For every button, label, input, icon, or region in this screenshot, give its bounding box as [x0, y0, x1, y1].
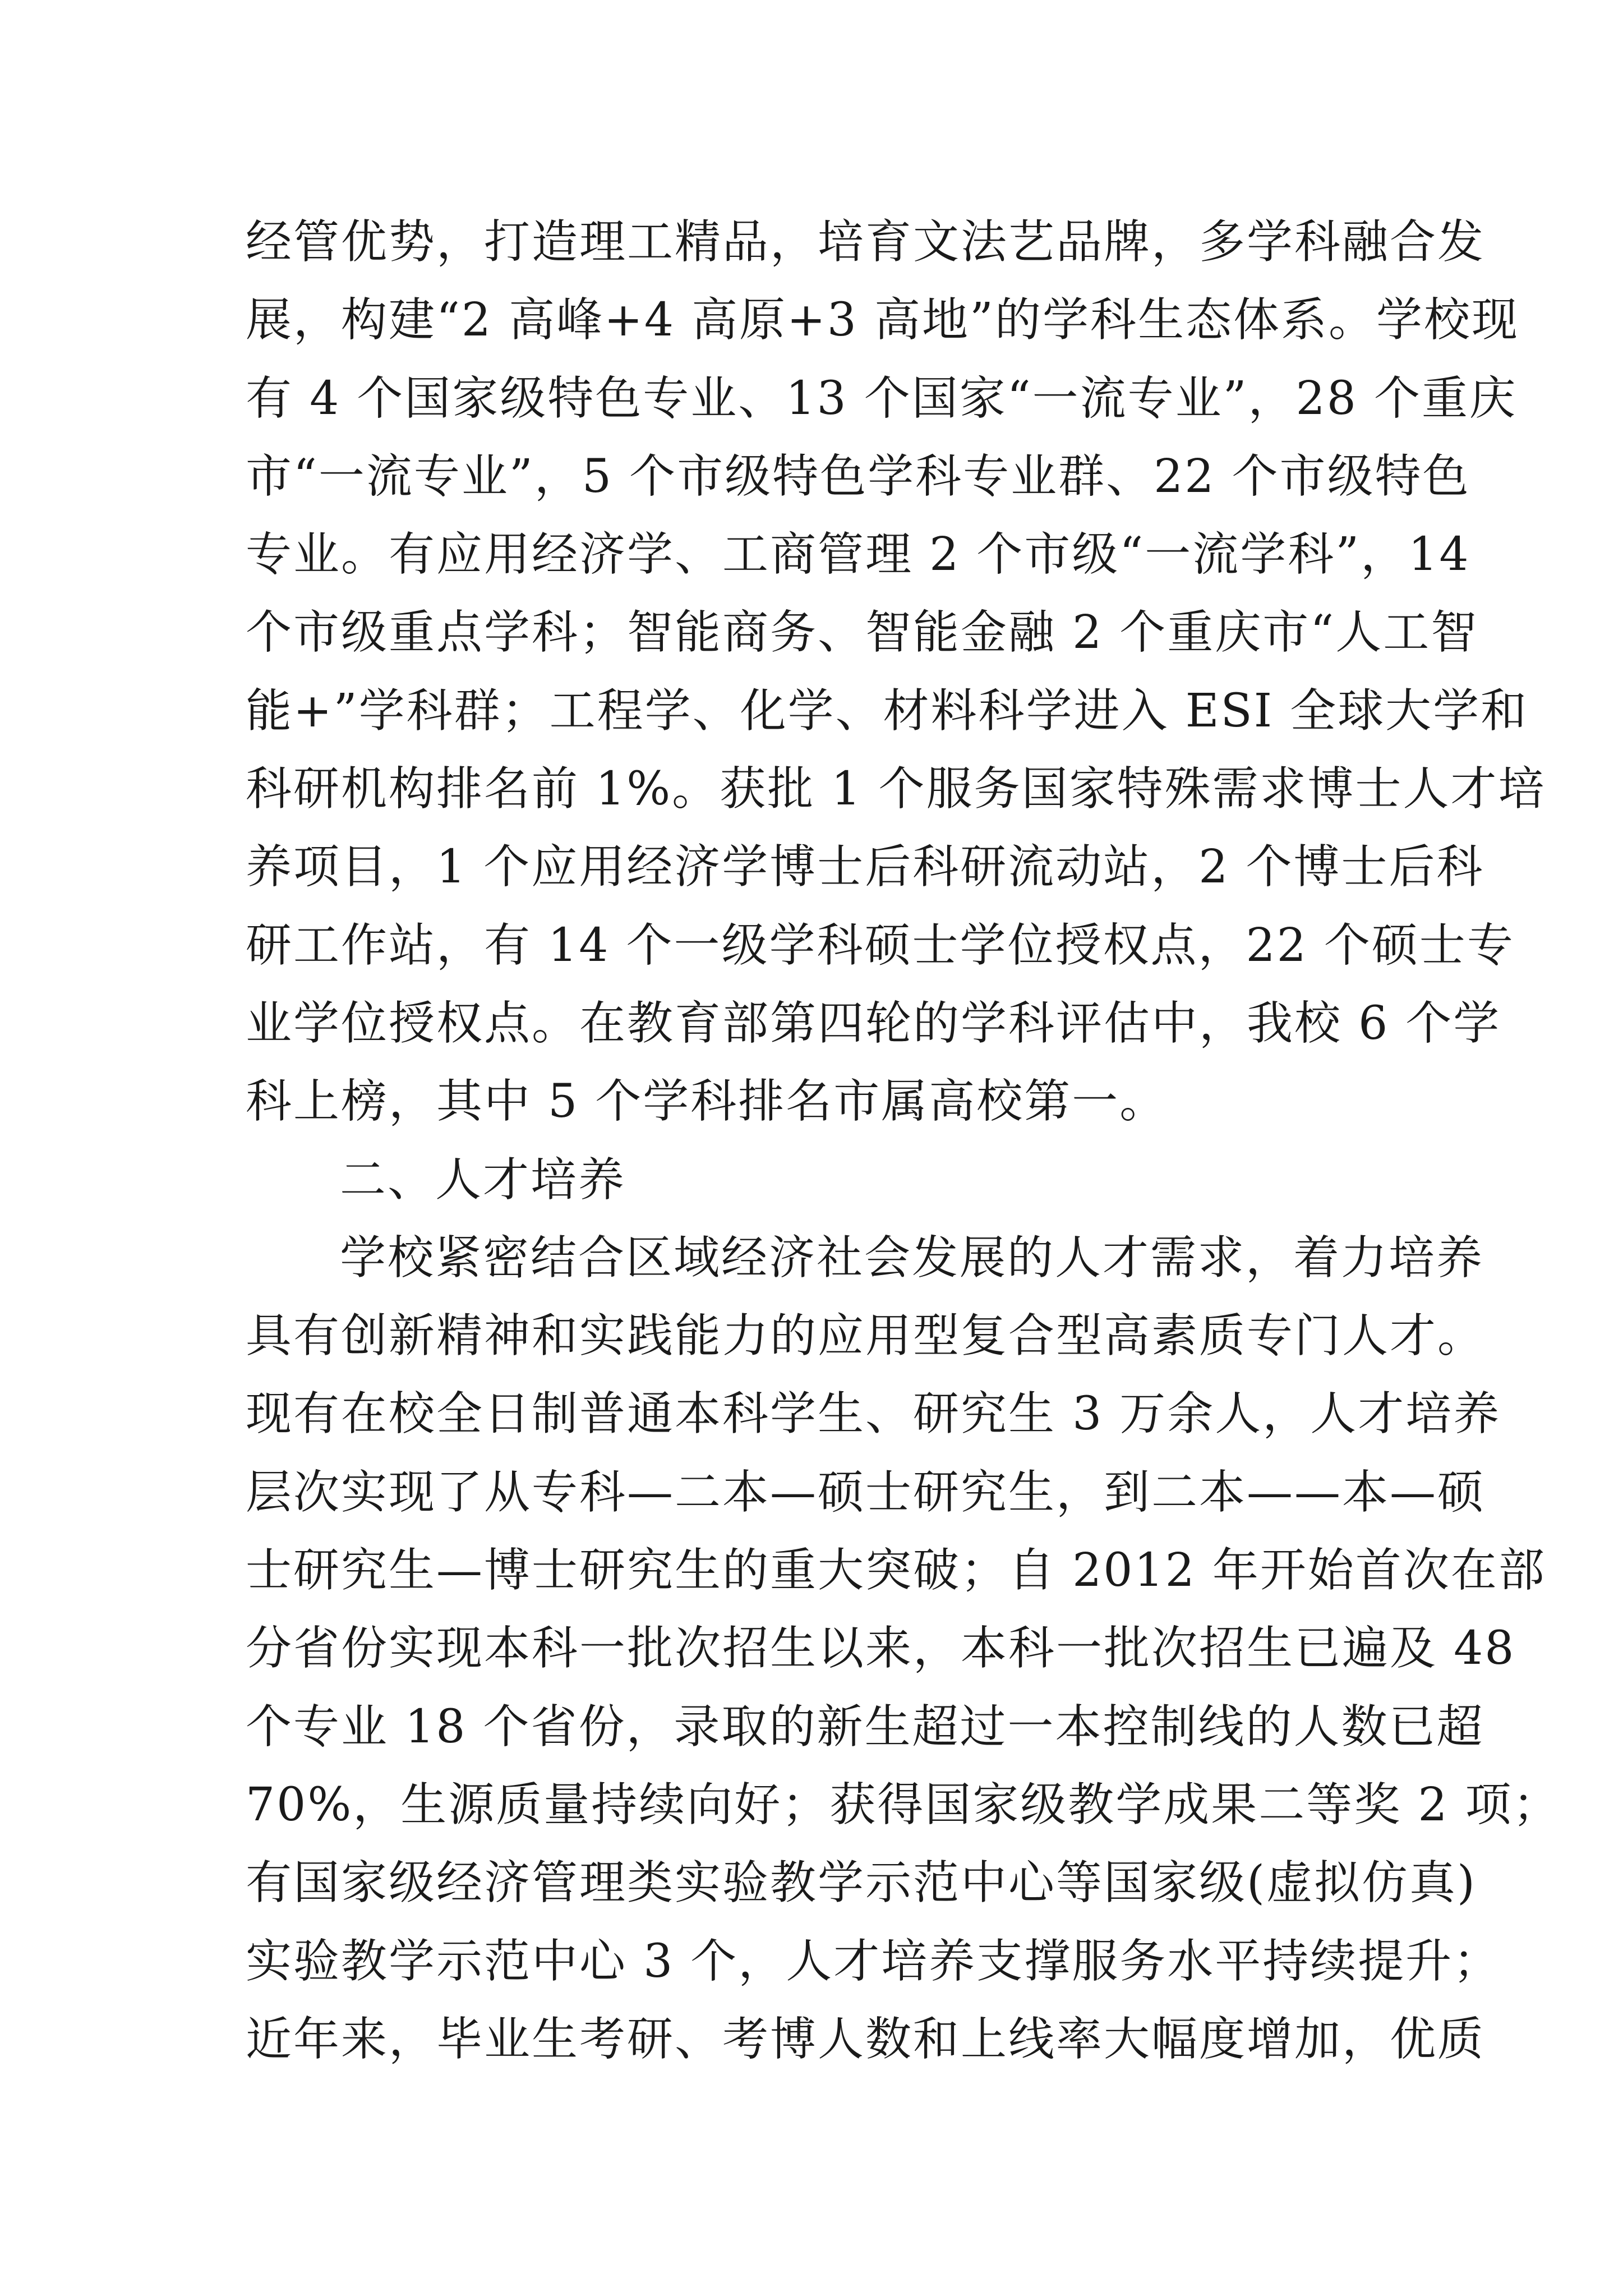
- text-line: 具有创新精神和实践能力的应用型复合型高素质专门人才。: [246, 1309, 1486, 1363]
- text-line: 实验教学示范中心 3 个，人才培养支撑服务水平持续提升；: [246, 1934, 1501, 1988]
- text-line: 业学位授权点。在教育部第四轮的学科评估中，我校 6 个学: [246, 996, 1501, 1050]
- section-heading: 二、人才培养: [340, 1153, 626, 1207]
- text-line: 科研机构排名前 1%。获批 1 个服务国家特殊需求博士人才培: [246, 762, 1546, 816]
- text-line: 专业。有应用经济学、工商管理 2 个市级“一流学科”，14: [246, 528, 1470, 582]
- text-line: 近年来，毕业生考研、考博人数和上线率大幅度增加，优质: [246, 2012, 1486, 2066]
- text-line: 士研究生—博士研究生的重大突破；自 2012 年开始首次在部: [246, 1544, 1546, 1598]
- text-line: 研工作站，有 14 个一级学科硕士学位授权点，22 个硕士专: [246, 918, 1515, 972]
- text-line: 经管优势，打造理工精品，培育文法艺品牌，多学科融合发: [246, 215, 1486, 269]
- text-line: 养项目，1 个应用经济学博士后科研流动站，2 个博士后科: [246, 840, 1484, 894]
- body-text: [246, 203, 1561, 2078]
- text-line: 分省份实现本科一批次招生以来，本科一批次招生已遍及 48: [246, 1622, 1516, 1676]
- text-line: 展，构建“2 高峰+4 高原+3 高地”的学科生态体系。学校现: [246, 293, 1519, 347]
- text-line: 现有在校全日制普通本科学生、研究生 3 万余人，人才培养: [246, 1387, 1501, 1441]
- text-line: 个专业 18 个省份，录取的新生超过一本控制线的人数已超: [246, 1700, 1484, 1754]
- text-line: 能+”学科群；工程学、化学、材料科学进入 ESI 全球大学和: [246, 684, 1529, 738]
- text-line: 有 4 个国家级特色专业、13 个国家“一流专业”，28 个重庆: [246, 371, 1517, 425]
- text-line: 科上榜，其中 5 个学科排名市属高校第一。: [246, 1075, 1168, 1129]
- text-line: 70%，生源质量持续向好；获得国家级教学成果二等奖 2 项；: [246, 1778, 1561, 1832]
- text-line: 市“一流专业”，5 个市级特色学科专业群、22 个市级特色: [246, 449, 1470, 503]
- text-line: 学校紧密结合区域经济社会发展的人才需求，着力培养: [340, 1231, 1484, 1285]
- text-line: 个市级重点学科；智能商务、智能金融 2 个重庆市“人工智: [246, 606, 1479, 660]
- text-line: 层次实现了从专科—二本—硕士研究生，到二本——本—硕: [246, 1465, 1486, 1519]
- text-line: 有国家级经济管理类实验教学示范中心等国家级(虚拟仿真): [246, 1856, 1477, 1910]
